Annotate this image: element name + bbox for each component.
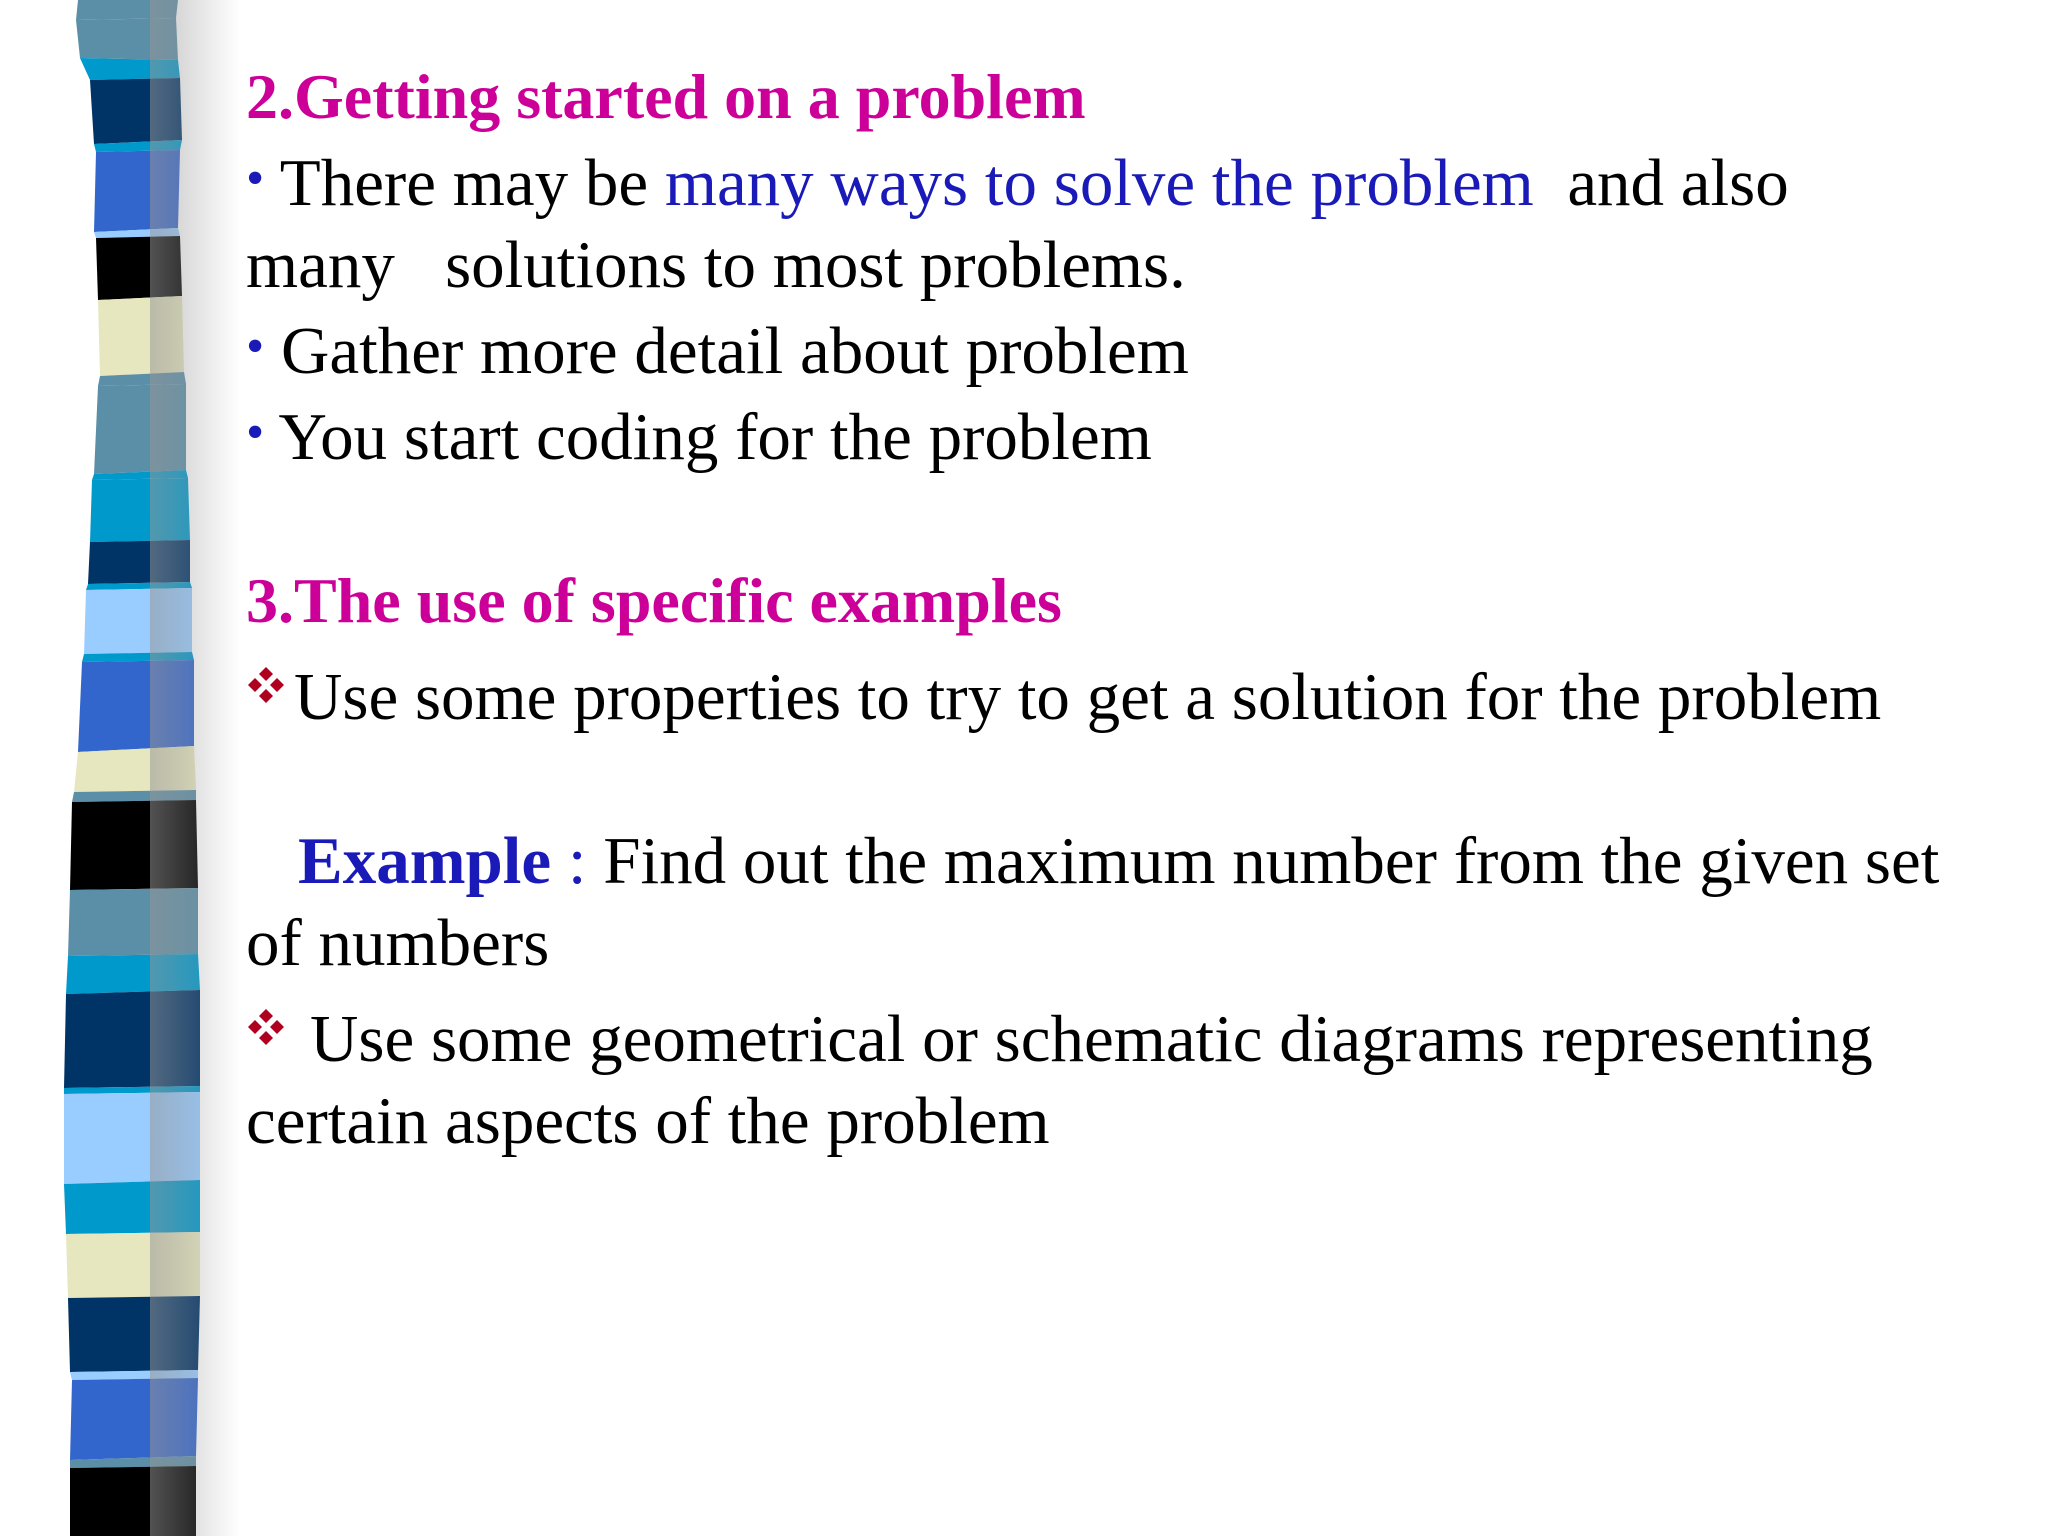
slide-content — [246, 56, 2016, 1162]
bullet-item — [246, 138, 2016, 224]
example-line — [246, 820, 2016, 902]
section-2-heading: 2.Getting started on a problem — [246, 61, 1086, 132]
diamond-bullet-icon — [246, 984, 310, 1066]
example-colon: : — [551, 824, 604, 898]
spacer — [246, 738, 2016, 820]
bullet-1-continuation: many solutions to most problems. — [246, 228, 1186, 302]
bullet-item — [246, 392, 2016, 478]
example-continuation: of numbers — [246, 906, 550, 980]
section-3-heading: 3.The use of specific examples — [246, 565, 1062, 636]
bullet-1-suffix: and also — [1533, 146, 1789, 220]
bullet-dot-icon: • — [246, 404, 265, 461]
spacer — [246, 478, 2016, 560]
example-label: Example — [298, 824, 552, 898]
diamond-item — [246, 642, 2016, 738]
bullet-dot-icon: • — [246, 150, 265, 207]
decorative-stripe-bar — [0, 0, 240, 1536]
stripe-shadow — [150, 0, 240, 1536]
diamond-bullet-icon — [246, 642, 294, 724]
diamond-item-1-text: Use some properties to try to get a solution for the problem — [294, 660, 1882, 734]
example-text: Find out the maximum number from the given set — [603, 824, 1940, 898]
bullet-1-highlight: many ways to solve the problem — [664, 146, 1534, 220]
diamond-item-2-continuation: certain aspects of the problem — [246, 1084, 1050, 1158]
bullet-item — [246, 306, 2016, 392]
bullet-2-text: Gather more detail about problem — [280, 314, 1189, 388]
bullet-3-text: You start coding for the problem — [278, 400, 1152, 474]
bullet-1-prefix: There may be — [279, 146, 665, 220]
bullet-dot-icon: • — [246, 318, 265, 375]
diamond-item — [246, 984, 2016, 1080]
diamond-item-2-text: Use some geometrical or schematic diagrams representing — [310, 1002, 1873, 1076]
